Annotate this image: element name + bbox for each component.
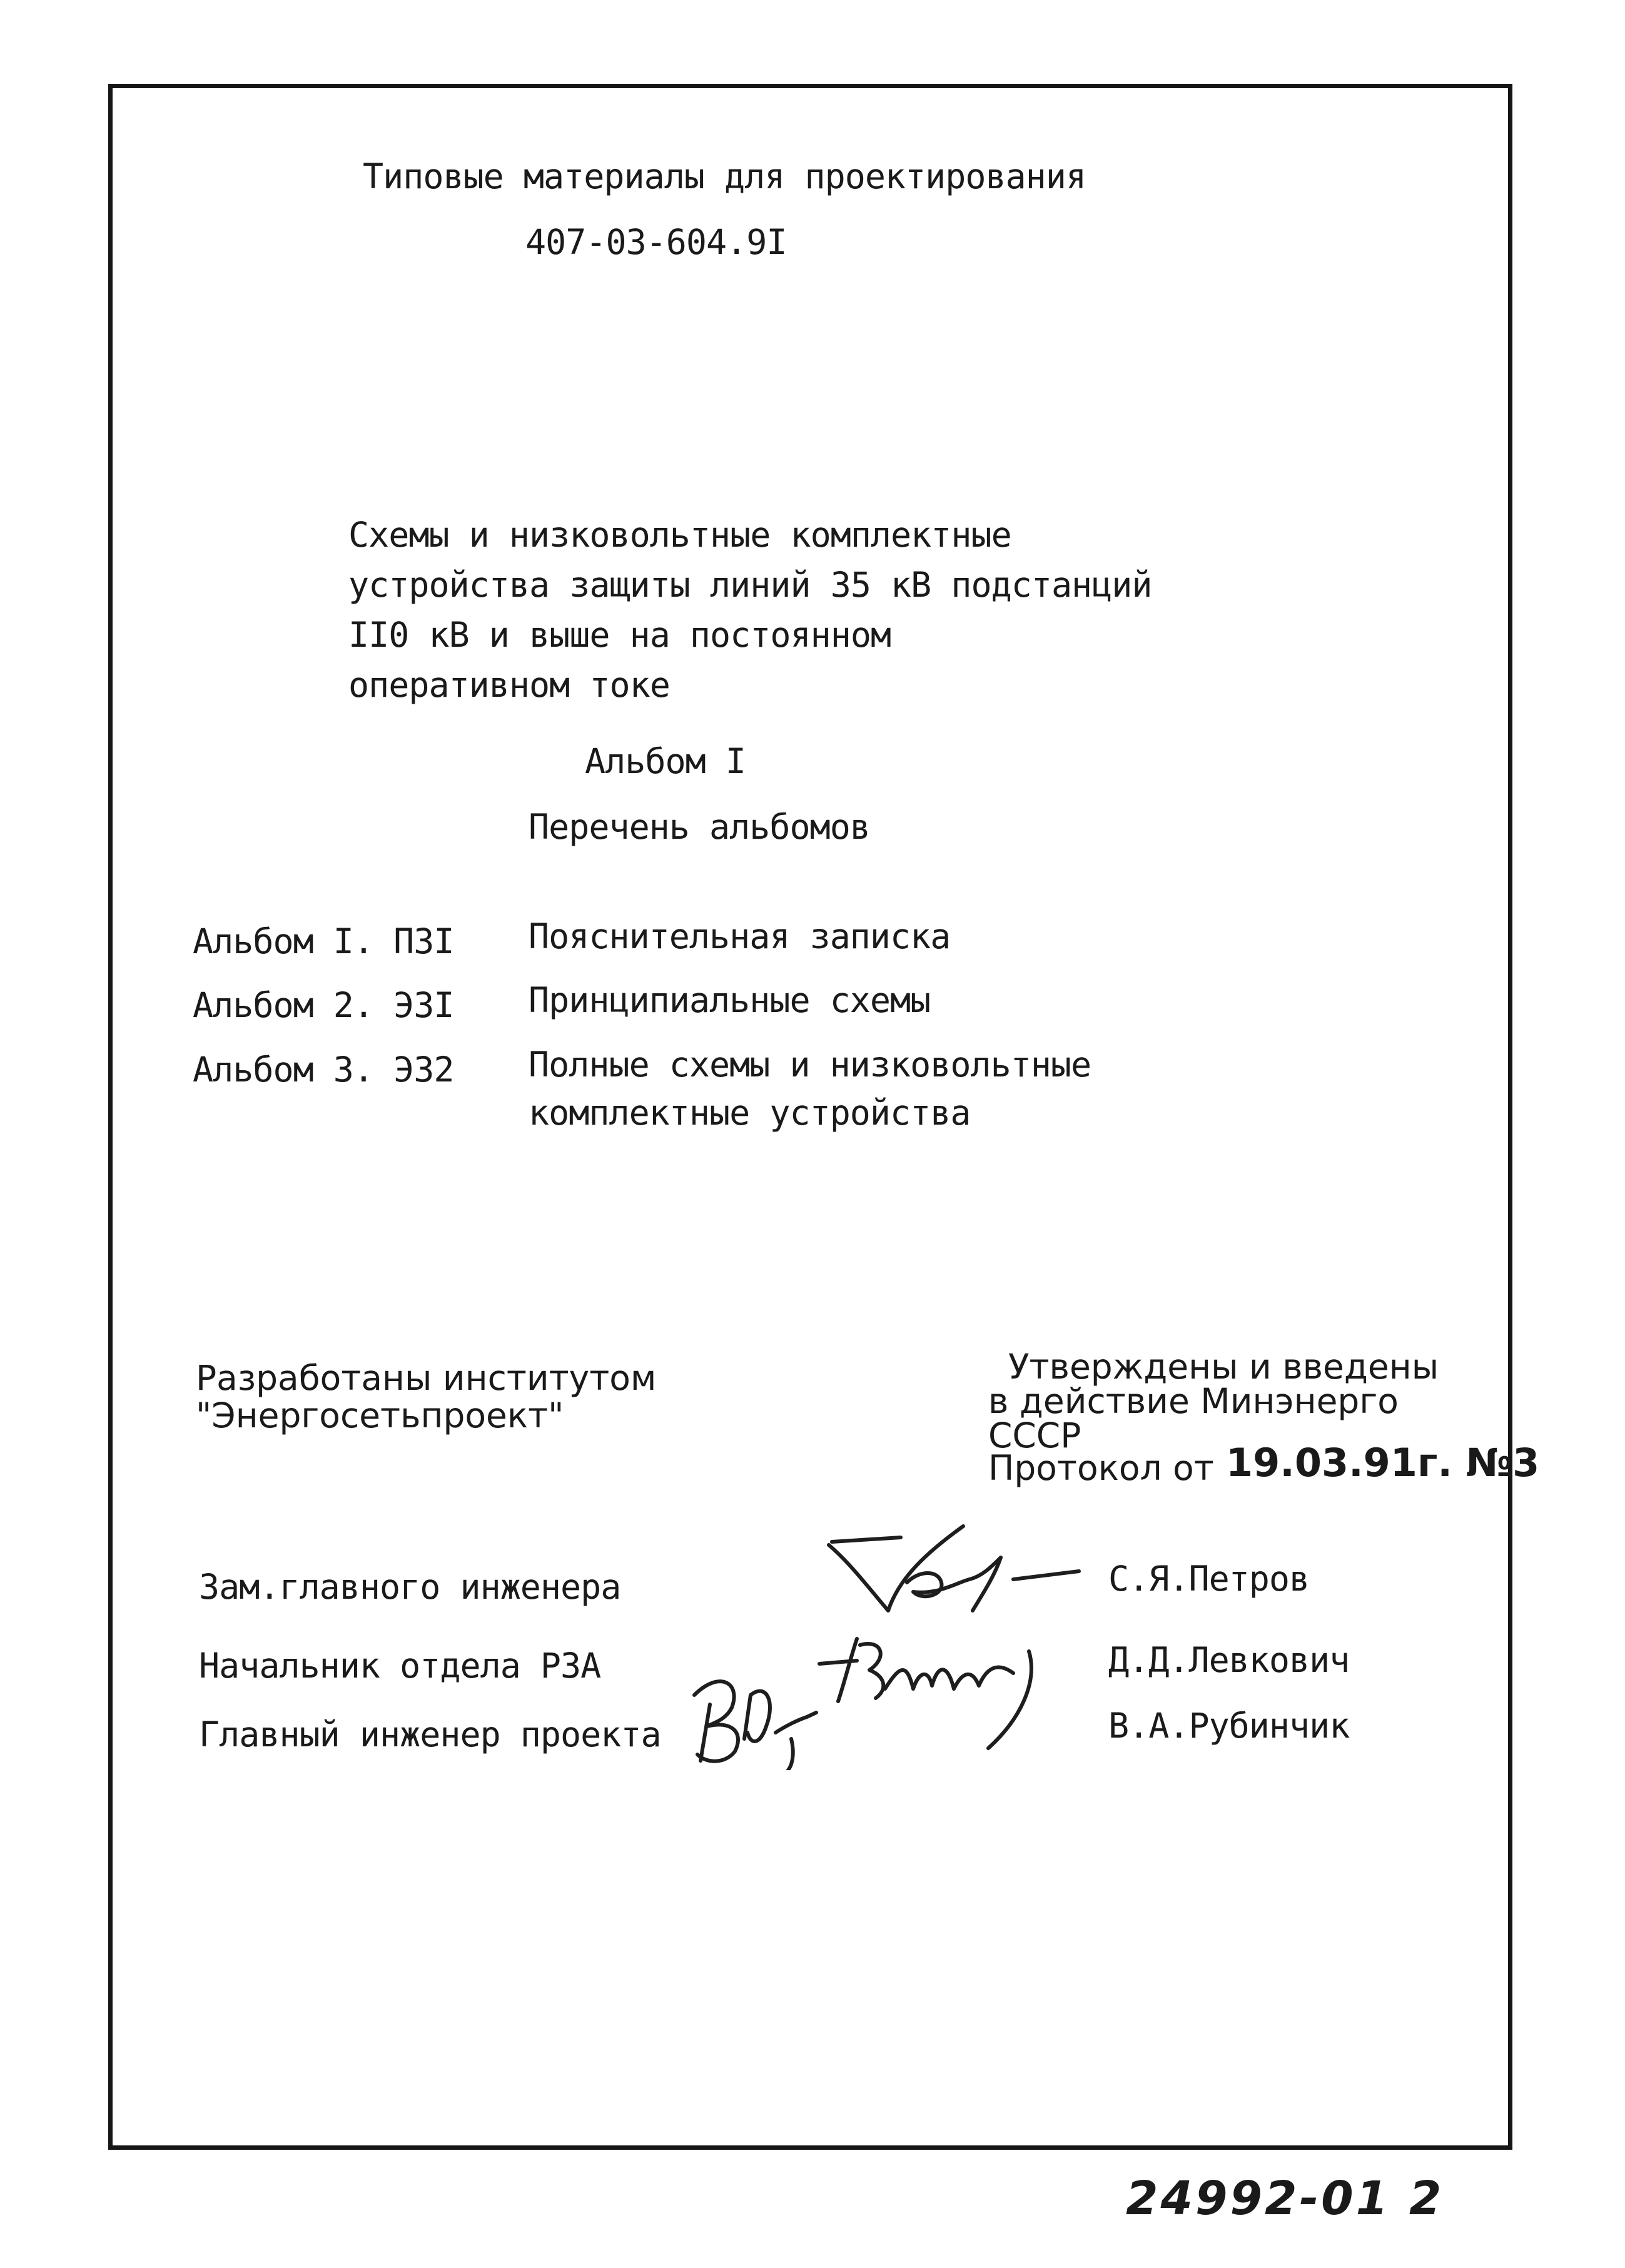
protocol-date-stamp: 19.03.91г. №3 [1226, 1440, 1540, 1486]
title-line-4: оперативном токе [348, 665, 670, 705]
album-3-code: Альбом 3. ЭЗ2 [193, 1050, 454, 1090]
header-line-1: Типовые материалы для проектирования [363, 156, 1086, 196]
signatory-1-role: Зам.главного инженера [199, 1567, 621, 1607]
title-line-3: II0 кВ и выше на постоянном [348, 615, 891, 655]
album-3-description: Полные схемы и низковольтные [529, 1045, 1091, 1085]
signatory-2-name: Д.Д.Левкович [1108, 1640, 1350, 1680]
document-code: 407-03-604.9I [525, 222, 787, 262]
signatory-1-name: С.Я.Петров [1108, 1559, 1310, 1599]
signature-petrov [813, 1507, 1088, 1626]
album-3-description-cont: комплектные устройства [529, 1093, 971, 1133]
album-2-description: Принципиальные схемы [529, 980, 931, 1020]
protocol-label: Протокол от [988, 1448, 1214, 1488]
title-line-2: устройства защиты линий 35 кВ подстанций [348, 565, 1152, 605]
approved-line-3: СССР [988, 1415, 1081, 1455]
signature-rubinchik [682, 1658, 826, 1770]
album-number: Альбом I [585, 741, 746, 781]
album-1-code: Альбом I. ПЗI [193, 921, 454, 961]
album-2-code: Альбом 2. ЭЗI [193, 985, 454, 1025]
signatory-3-role: Главный инженер проекта [199, 1714, 661, 1754]
albums-list-heading: Перечень альбомов [529, 807, 870, 847]
signatory-3-name: В.А.Рубинчик [1108, 1706, 1350, 1746]
signature-levkovich [813, 1626, 1063, 1751]
approved-line-2: в действие Минэнерго [988, 1381, 1399, 1421]
archive-number: 24992-01 2 [1126, 2172, 1444, 2225]
approved-line-1: Утверждены и введены [1008, 1347, 1439, 1387]
signatory-2-role: Начальник отдела РЗА [199, 1646, 601, 1686]
developed-by-line-1: Разработаны институтом [196, 1358, 657, 1398]
developed-by-line-2: "Энергосетьпроект" [196, 1395, 564, 1435]
title-line-1: Схемы и низковольтные комплектные [348, 515, 1011, 555]
album-1-description: Пояснительная записка [529, 916, 951, 956]
